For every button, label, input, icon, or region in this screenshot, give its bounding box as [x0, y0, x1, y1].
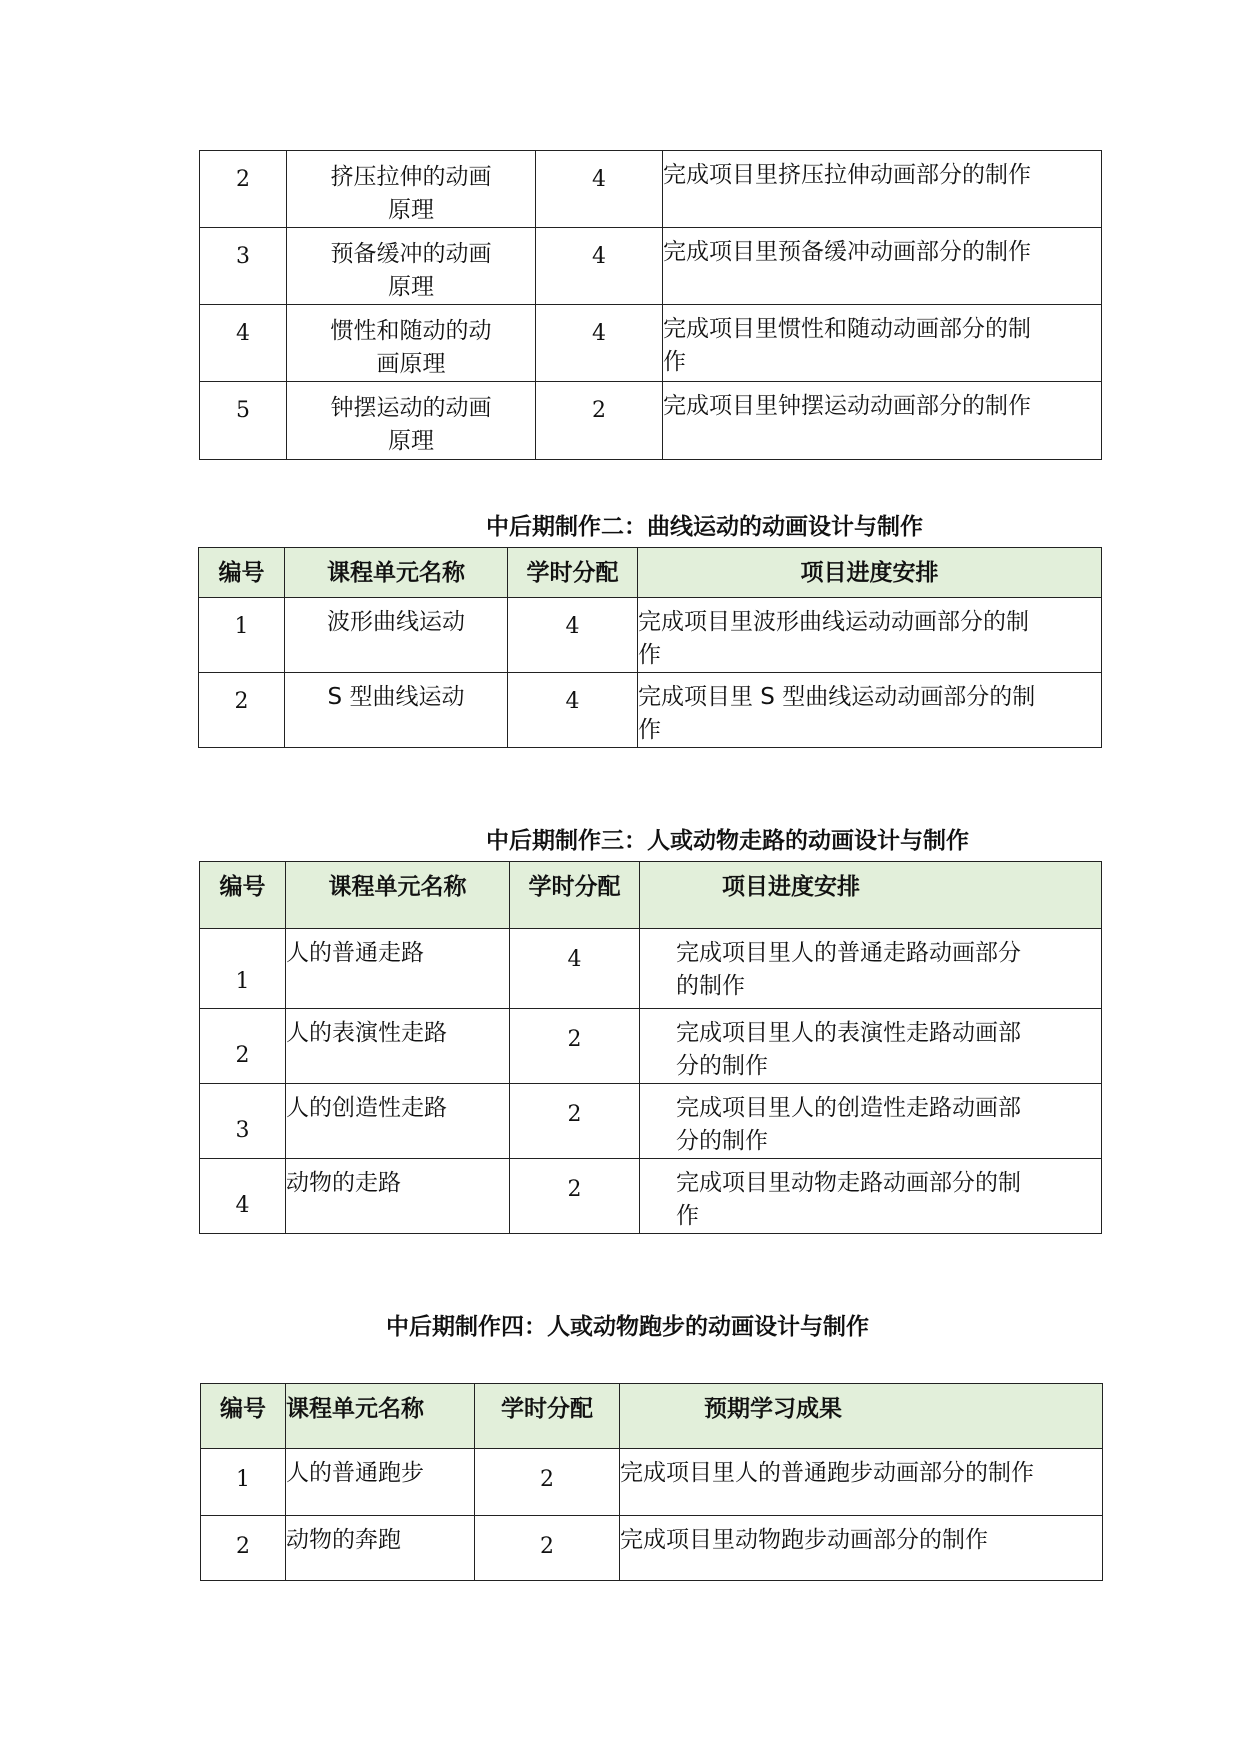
unit-hours: 4: [536, 228, 663, 305]
table-row: [201, 1516, 1103, 1581]
table-row: [200, 305, 1102, 382]
unit-number: 2: [200, 151, 287, 228]
unit-number: 3: [200, 228, 287, 305]
unit-plan: 完成项目里预备缓冲动画部分的制作: [663, 228, 1102, 305]
unit-hours: 2: [475, 1516, 620, 1581]
unit-number: 1: [200, 929, 286, 1009]
section-title-curve-motion: 中后期制作二：曲线运动的动画设计与制作: [486, 513, 923, 540]
unit-number: 1: [201, 1449, 286, 1516]
table-row: [199, 598, 1102, 673]
unit-plan: 完成项目里人的创造性走路动画部 分的制作: [640, 1084, 1102, 1159]
unit-hours: 2: [510, 1159, 640, 1234]
unit-number: 4: [200, 305, 287, 382]
header-unit-name: 课程单元名称: [286, 862, 510, 929]
unit-number: 4: [200, 1159, 286, 1234]
header-hours: 学时分配: [475, 1384, 620, 1449]
section-title-run-cycle: 中后期制作四：人或动物跑步的动画设计与制作: [386, 1313, 869, 1340]
course-table-walk-cycle: [199, 861, 1102, 1234]
unit-name: 动物的走路: [286, 1159, 510, 1234]
header-unit-name: 课程单元名称: [285, 548, 508, 598]
unit-number: 3: [200, 1084, 286, 1159]
unit-name: 惯性和随动的动 画原理: [287, 305, 536, 382]
table-row: [200, 929, 1102, 1009]
table-row: [200, 382, 1102, 460]
unit-plan: 完成项目里人的普通走路动画部分 的制作: [640, 929, 1102, 1009]
unit-plan: 完成项目里钟摆运动动画部分的制作: [663, 382, 1102, 460]
header-hours: 学时分配: [508, 548, 638, 598]
unit-hours: 2: [475, 1449, 620, 1516]
unit-name: 钟摆运动的动画 原理: [287, 382, 536, 460]
table-row: [200, 151, 1102, 228]
table-row: [199, 673, 1102, 748]
unit-number: 2: [199, 673, 285, 748]
table-row: [200, 228, 1102, 305]
table-header-row: [201, 1384, 1103, 1449]
header-hours: 学时分配: [510, 862, 640, 929]
unit-hours: 4: [536, 305, 663, 382]
header-plan: 项目进度安排: [640, 862, 1102, 929]
unit-hours: 4: [510, 929, 640, 1009]
table-row: [200, 1159, 1102, 1234]
course-table-run-cycle: [200, 1383, 1103, 1581]
unit-plan: 完成项目里人的普通跑步动画部分的制作: [620, 1449, 1103, 1516]
table-row: [201, 1449, 1103, 1516]
unit-number: 2: [201, 1516, 286, 1581]
unit-number: 1: [199, 598, 285, 673]
unit-name: 人的创造性走路: [286, 1084, 510, 1159]
header-number: 编号: [199, 548, 285, 598]
unit-plan: 完成项目里 S 型曲线运动动画部分的制 作: [638, 673, 1102, 748]
unit-name: 波形曲线运动: [285, 598, 508, 673]
course-table-continued: [199, 150, 1102, 460]
header-plan: 预期学习成果: [620, 1384, 1103, 1449]
unit-hours: 2: [510, 1009, 640, 1084]
section-title-walk-cycle: 中后期制作三：人或动物走路的动画设计与制作: [486, 827, 969, 854]
unit-plan: 完成项目里动物跑步动画部分的制作: [620, 1516, 1103, 1581]
unit-name: 动物的奔跑: [286, 1516, 475, 1581]
unit-name: 人的表演性走路: [286, 1009, 510, 1084]
unit-hours: 4: [508, 598, 638, 673]
unit-hours: 4: [508, 673, 638, 748]
unit-number: 5: [200, 382, 287, 460]
table-row: [200, 1084, 1102, 1159]
header-unit-name: 课程单元名称: [286, 1384, 475, 1449]
unit-hours: 2: [510, 1084, 640, 1159]
unit-hours: 4: [536, 151, 663, 228]
unit-name: 预备缓冲的动画 原理: [287, 228, 536, 305]
table-header-row: [199, 548, 1102, 598]
header-number: 编号: [201, 1384, 286, 1449]
unit-number: 2: [200, 1009, 286, 1084]
unit-name: 人的普通跑步: [286, 1449, 475, 1516]
unit-name: S 型曲线运动: [285, 673, 508, 748]
unit-name: 挤压拉伸的动画 原理: [287, 151, 536, 228]
unit-plan: 完成项目里人的表演性走路动画部 分的制作: [640, 1009, 1102, 1084]
header-number: 编号: [200, 862, 286, 929]
unit-plan: 完成项目里动物走路动画部分的制 作: [640, 1159, 1102, 1234]
unit-name: 人的普通走路: [286, 929, 510, 1009]
table-row: [200, 1009, 1102, 1084]
unit-plan: 完成项目里波形曲线运动动画部分的制 作: [638, 598, 1102, 673]
unit-plan: 完成项目里惯性和随动动画部分的制 作: [663, 305, 1102, 382]
unit-plan: 完成项目里挤压拉伸动画部分的制作: [663, 151, 1102, 228]
unit-hours: 2: [536, 382, 663, 460]
course-table-curve-motion: [198, 547, 1102, 748]
header-plan: 项目进度安排: [638, 548, 1102, 598]
table-header-row: [200, 862, 1102, 929]
